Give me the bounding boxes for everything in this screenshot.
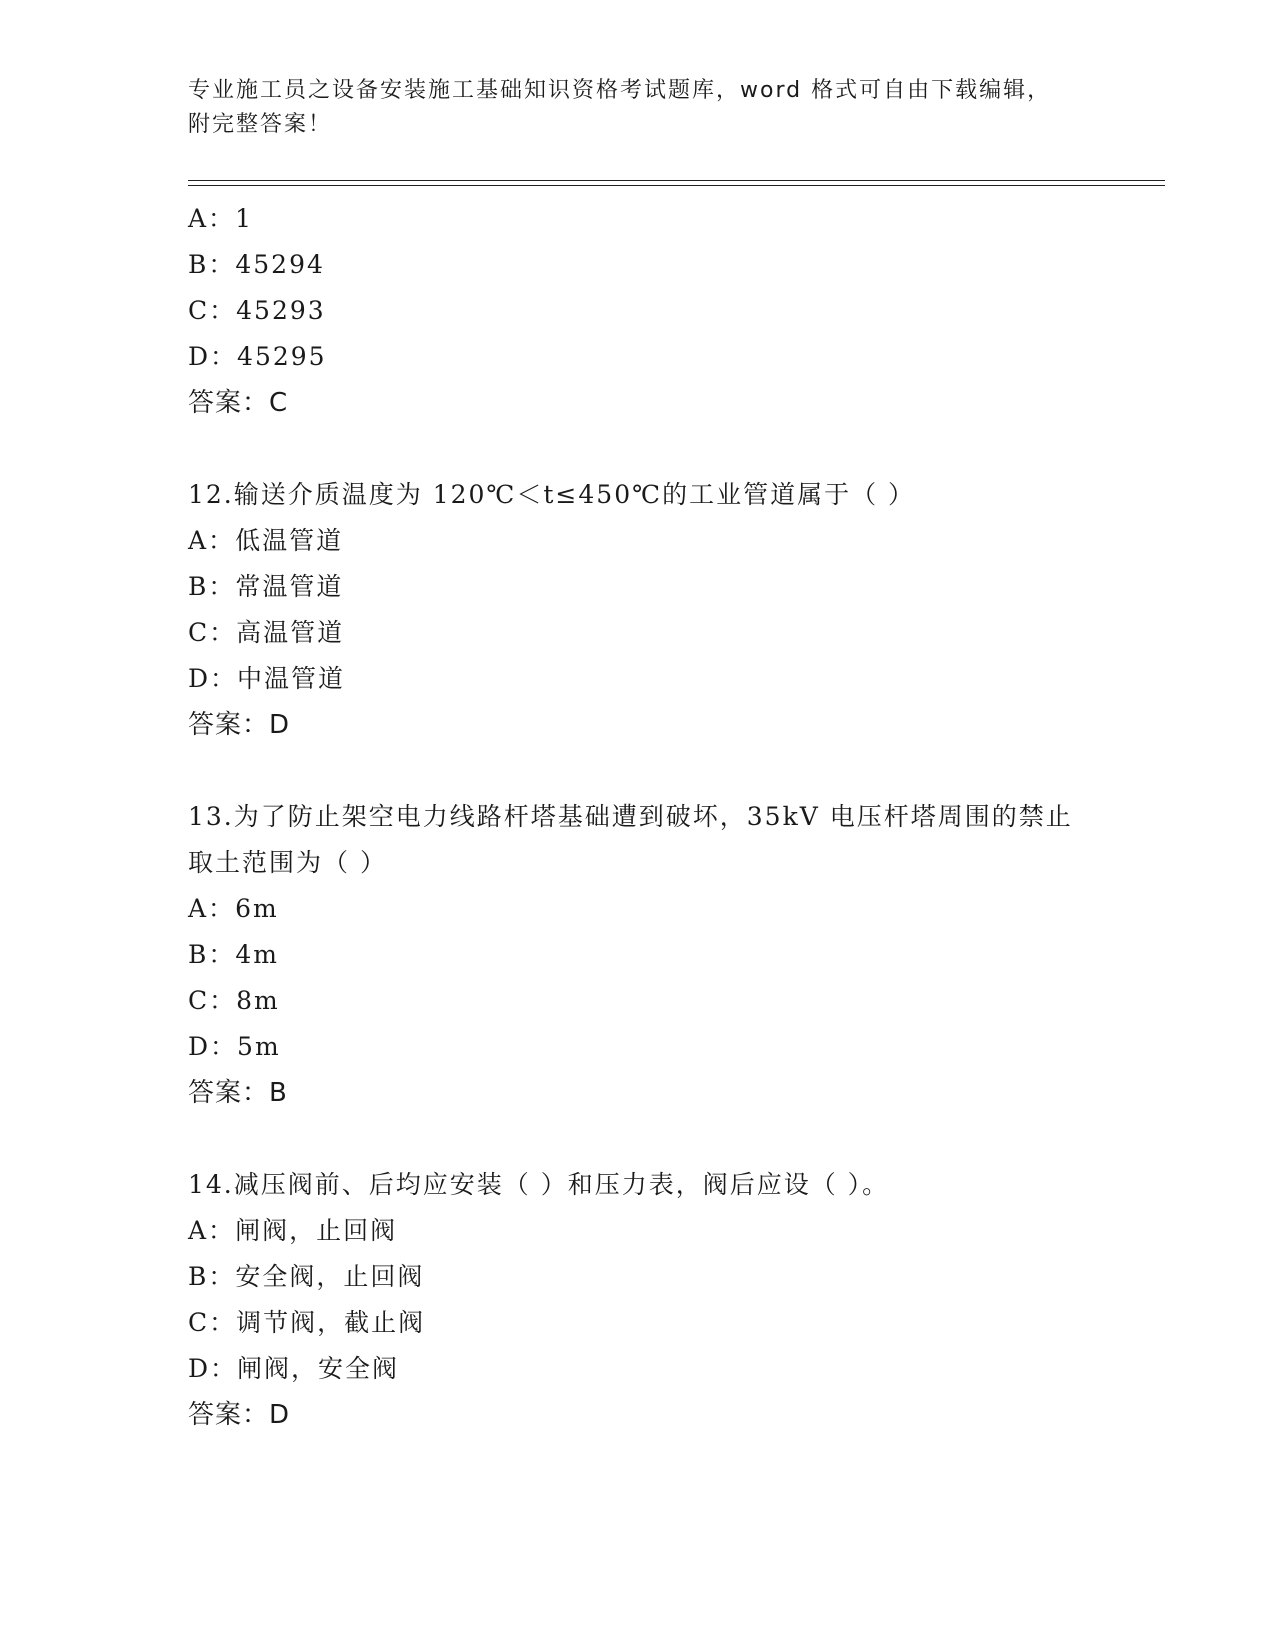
option-text: 低温管道 [235, 526, 344, 555]
answer: 答案：C [188, 388, 289, 418]
option-label: A： [188, 894, 236, 923]
option-text: 45294 [235, 250, 325, 279]
option-a [188, 1208, 1148, 1254]
option-c [188, 978, 1148, 1024]
option-d [188, 1024, 1148, 1070]
option-text: 调节阀，截止阀 [236, 1308, 426, 1337]
option-label: B： [188, 250, 236, 279]
option-text: 中温管道 [237, 664, 346, 693]
option-a [188, 886, 1148, 932]
answer: 答案：D [188, 710, 291, 740]
option-text: 闸阀，安全阀 [237, 1354, 400, 1383]
question-14 [188, 1162, 1148, 1438]
option-d [188, 656, 1148, 702]
option-d [188, 334, 1148, 380]
option-label: C： [188, 618, 237, 647]
question-13 [188, 794, 1148, 1116]
option-label: D： [188, 1354, 238, 1383]
option-b [188, 242, 1148, 288]
option-label: D： [188, 1032, 238, 1061]
option-b [188, 932, 1148, 978]
option-label: B： [188, 1262, 236, 1291]
option-c [188, 288, 1148, 334]
option-label: C： [188, 986, 237, 1015]
option-d [188, 1346, 1148, 1392]
option-b [188, 564, 1148, 610]
option-c [188, 1300, 1148, 1346]
option-text: 6m [235, 894, 279, 923]
option-text: 闸阀，止回阀 [235, 1216, 398, 1245]
option-label: B： [188, 940, 236, 969]
option-text: 8m [236, 986, 280, 1015]
option-label: B： [188, 572, 236, 601]
question-list [188, 196, 1148, 1438]
option-text: 常温管道 [235, 572, 344, 601]
option-label: D： [188, 664, 238, 693]
question-11 [188, 196, 1148, 426]
option-a [188, 518, 1148, 564]
answer: 答案：B [188, 1078, 288, 1108]
option-text: 45295 [237, 342, 327, 371]
option-a [188, 196, 1148, 242]
option-text: 5m [237, 1032, 281, 1061]
header-divider-bottom [188, 185, 1165, 186]
option-text: 高温管道 [236, 618, 345, 647]
document-header [188, 74, 1088, 142]
question-stem: 12.输送介质温度为 120℃＜t≤450℃的工业管道属于（ ） [188, 480, 916, 509]
option-c [188, 610, 1148, 656]
option-label: D： [188, 342, 238, 371]
question-stem: 13.为了防止架空电力线路杆塔基础遭到破坏，35kV 电压杆塔周围的禁止取土范围为（ ） [188, 802, 1073, 877]
header-line-1: 专业施工员之设备安装施工基础知识资格考试题库，word 格式可自由下载编辑， [188, 78, 1052, 103]
option-label: A： [188, 526, 236, 555]
option-label: A： [188, 204, 236, 233]
option-label: A： [188, 1216, 236, 1245]
header-divider-top [188, 180, 1165, 181]
option-b [188, 1254, 1148, 1300]
option-label: C： [188, 1308, 237, 1337]
header-line-2: 附完整答案！ [188, 112, 333, 137]
option-label: C： [188, 296, 237, 325]
answer: 答案：D [188, 1400, 291, 1430]
option-text: 安全阀，止回阀 [235, 1262, 425, 1291]
question-stem: 14.减压阀前、后均应安装（ ）和压力表，阀后应设（ ）。 [188, 1170, 890, 1199]
option-text: 45293 [236, 296, 326, 325]
option-text: 1 [235, 204, 253, 233]
option-text: 4m [235, 940, 279, 969]
question-12 [188, 472, 1148, 748]
